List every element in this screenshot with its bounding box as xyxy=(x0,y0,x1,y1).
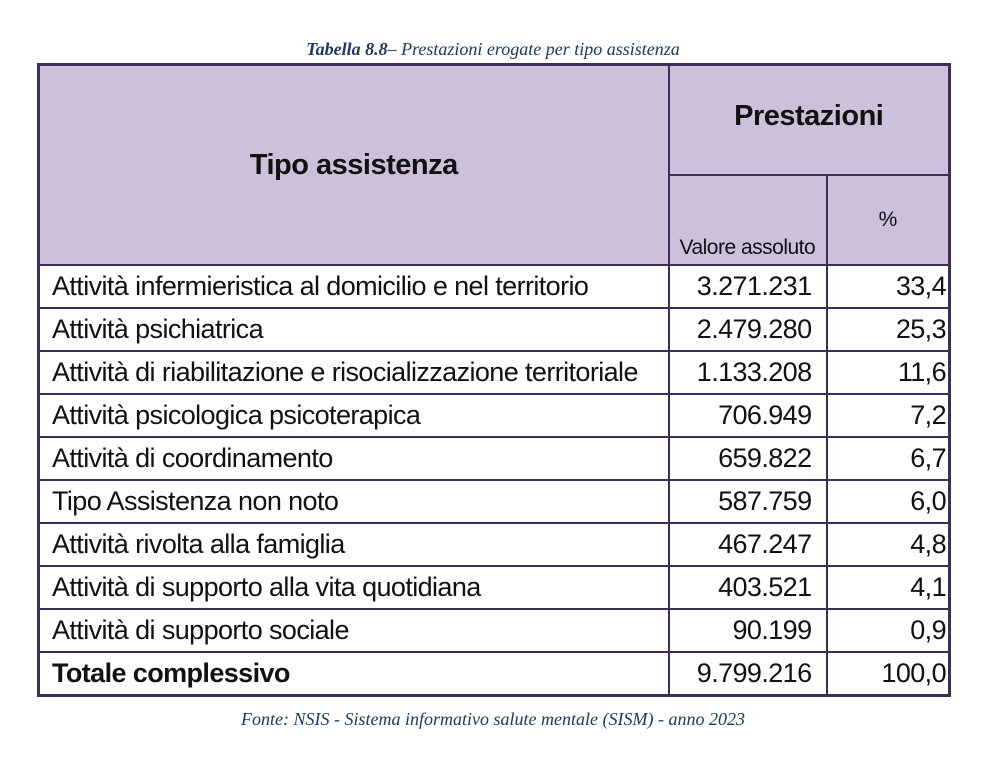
row-label: Attività psicologica psicoterapica xyxy=(39,394,669,437)
prestazioni-table xyxy=(37,63,951,697)
row-label: Tipo Assistenza non noto xyxy=(39,480,669,523)
table-row xyxy=(39,351,950,394)
row-pct: 4,8 xyxy=(827,523,950,566)
header-valore-assoluto: Valore assoluto xyxy=(669,175,827,265)
row-pct: 6,7 xyxy=(827,437,950,480)
row-label: Attività infermieristica al domicilio e nel territorio xyxy=(39,265,669,308)
total-row xyxy=(39,652,950,696)
row-valore: 3.271.231 xyxy=(669,265,827,308)
row-valore: 403.521 xyxy=(669,566,827,609)
header-row xyxy=(39,65,950,176)
row-valore: 587.759 xyxy=(669,480,827,523)
row-label: Attività psichiatrica xyxy=(39,308,669,351)
row-valore: 90.199 xyxy=(669,609,827,652)
row-pct: 0,9 xyxy=(827,609,950,652)
table-row xyxy=(39,394,950,437)
total-valore: 9.799.216 xyxy=(669,652,827,696)
row-pct: 33,4 xyxy=(827,265,950,308)
total-pct: 100,0 xyxy=(827,652,950,696)
caption-label: Tabella 8.8 xyxy=(306,39,388,59)
row-label: Attività di coordinamento xyxy=(39,437,669,480)
row-valore: 706.949 xyxy=(669,394,827,437)
row-pct: 11,6 xyxy=(827,351,950,394)
row-label: Attività di supporto alla vita quotidiana xyxy=(39,566,669,609)
table-row xyxy=(39,609,950,652)
table-row xyxy=(39,437,950,480)
row-valore: 659.822 xyxy=(669,437,827,480)
header-tipo-assistenza: Tipo assistenza xyxy=(39,65,669,266)
total-label: Totale complessivo xyxy=(39,652,669,696)
caption-text: – Prestazioni erogate per tipo assistenza xyxy=(387,39,680,59)
header-percent: % xyxy=(827,175,950,265)
row-pct: 7,2 xyxy=(827,394,950,437)
table-row xyxy=(39,566,950,609)
row-label: Attività di riabilitazione e risocializzazione territoriale xyxy=(39,351,669,394)
row-pct: 4,1 xyxy=(827,566,950,609)
table-row xyxy=(39,523,950,566)
row-valore: 467.247 xyxy=(669,523,827,566)
header-prestazioni: Prestazioni xyxy=(669,65,950,176)
row-valore: 1.133.208 xyxy=(669,351,827,394)
source-note: Fonte: NSIS - Sistema informativo salute mentale (SISM) - anno 2023 xyxy=(241,709,745,729)
table-row xyxy=(39,265,950,308)
row-pct: 25,3 xyxy=(827,308,950,351)
table-row xyxy=(39,308,950,351)
row-label: Attività rivolta alla famiglia xyxy=(39,523,669,566)
row-pct: 6,0 xyxy=(827,480,950,523)
row-label: Attività di supporto sociale xyxy=(39,609,669,652)
table-row xyxy=(39,480,950,523)
table-caption xyxy=(0,38,986,60)
row-valore: 2.479.280 xyxy=(669,308,827,351)
